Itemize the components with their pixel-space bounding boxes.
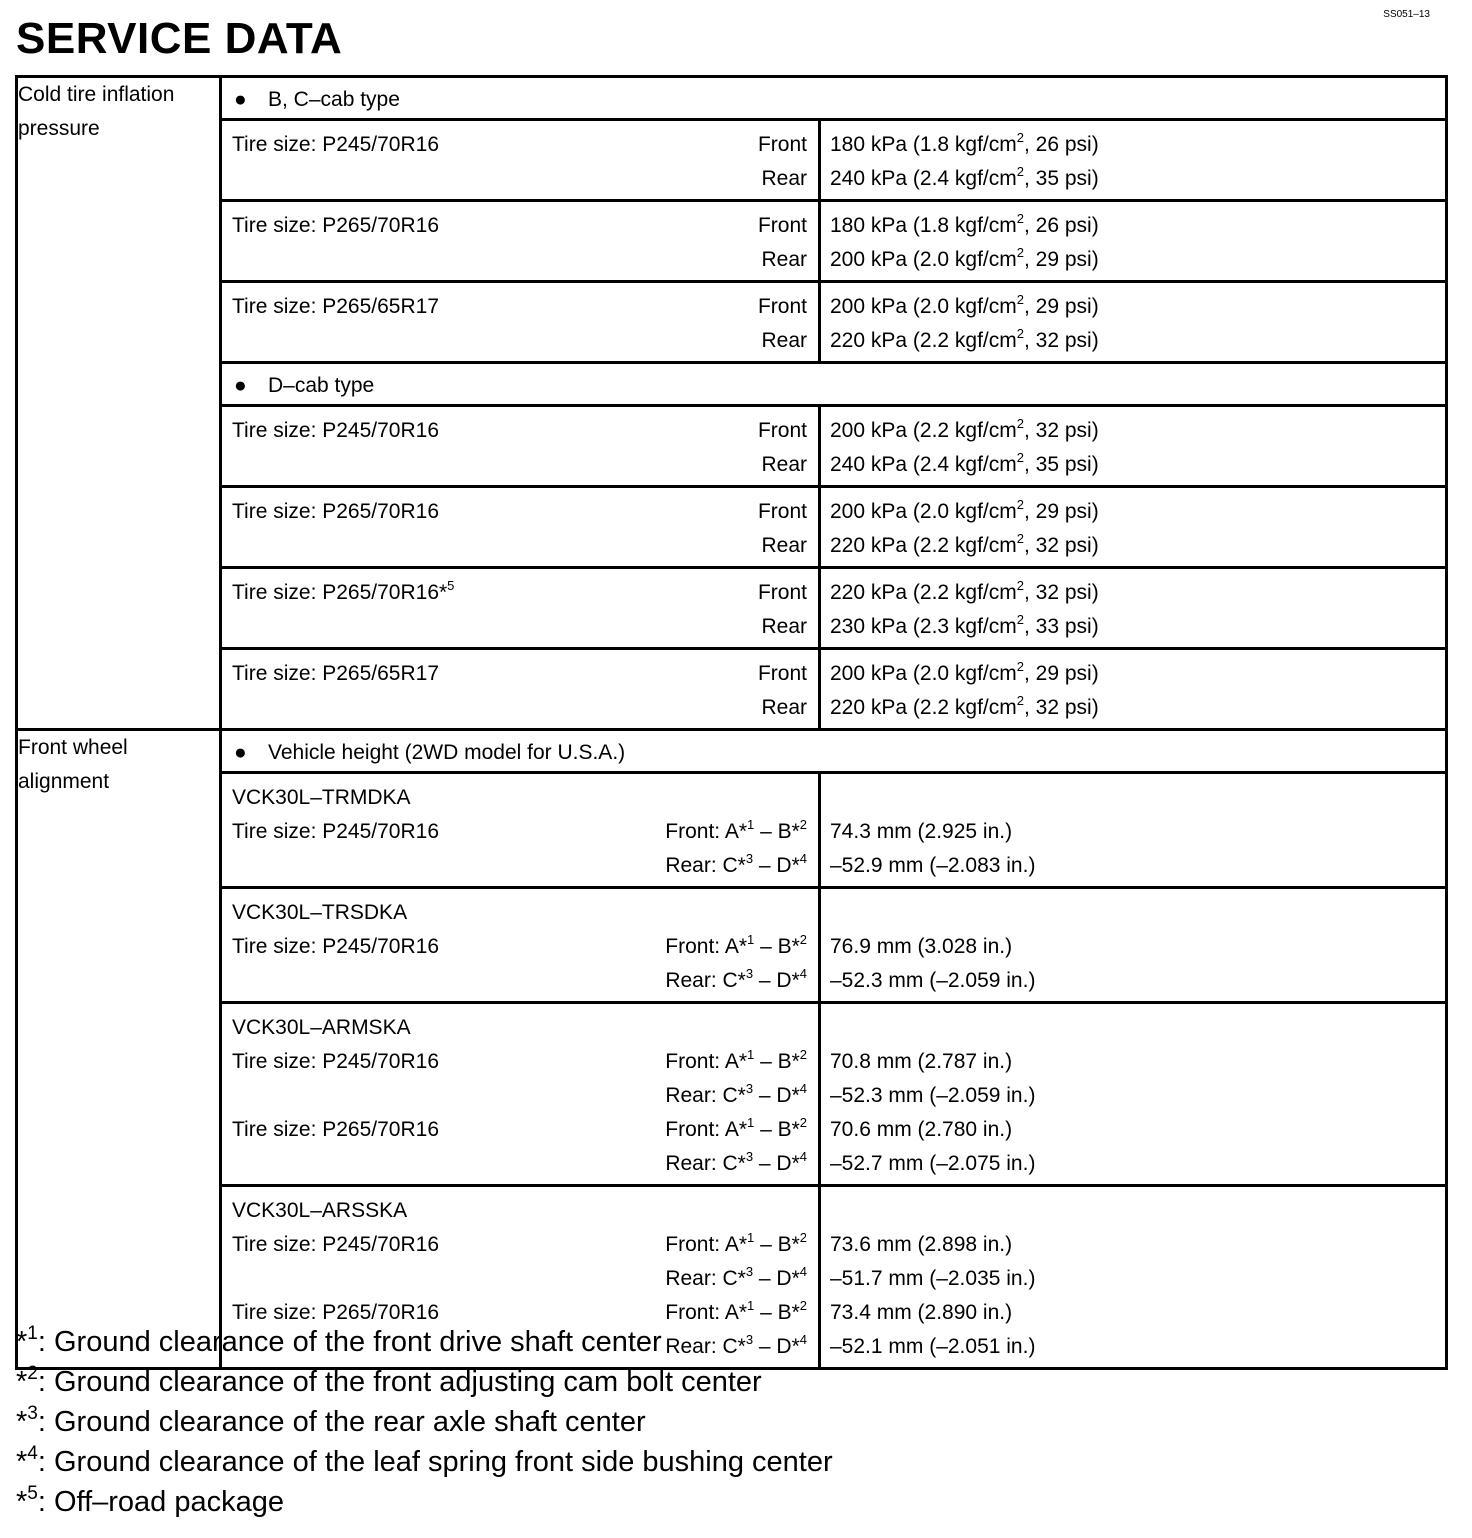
front-label: Front [757,419,807,442]
tire-size-cell [221,649,820,730]
footnote-ref: 3 [745,1332,754,1347]
footnote-text: : Ground clearance of the leaf spring front side bushing center [37,1446,833,1478]
footnote-ref: 5 [447,578,455,593]
rear-label: Rear [761,167,807,190]
d-cab-heading [221,363,1447,406]
height-cell [820,1186,1447,1369]
tire-size-cell [221,201,820,282]
pressure-cell [820,649,1447,730]
footnote-ref: 4 [799,851,807,866]
footnote-ref: 1 [747,817,755,832]
footnote-text: : Ground clearance of the front drive shaft center [37,1326,662,1358]
rear-height-value: –51.7 mm (–2.035 in.) [830,1267,1036,1290]
front-pressure-value: 220 kPa (2.2 kgf/cm [830,581,1017,604]
rear-pressure-value: 220 kPa (2.2 kgf/cm [830,534,1017,557]
label-part: Rear: C* [665,1335,746,1358]
rear-pressure-psi: , 29 psi) [1024,248,1099,271]
tire-size-label [232,657,439,691]
rear-pressure-value: 240 kPa (2.4 kgf/cm [830,167,1017,190]
unit-exponent: 2 [1016,578,1024,593]
rear-height-value: –52.3 mm (–2.059 in.) [830,969,1036,992]
footnote-number: 5 [27,1483,38,1504]
footnote-ref: 3 [745,851,754,866]
rear-pressure-psi: , 33 psi) [1024,615,1099,638]
pressure-cell [820,568,1447,649]
footnote [16,1482,833,1522]
footnote-ref: 3 [745,966,754,981]
model-row [17,773,1447,888]
tire-row [17,487,1447,568]
tire-size: Tire size: P265/70R16* [232,581,448,604]
unit-exponent: 2 [1016,416,1024,431]
tire-row [17,406,1447,487]
front-pressure-value: 200 kPa (2.0 kgf/cm [830,662,1017,685]
model-code: VCK30L–TRSDKA [232,901,408,924]
vehicle-height-heading [221,730,1447,773]
unit-exponent: 2 [1016,612,1024,627]
footnote-ref: 4 [799,1332,807,1347]
label-part: Rear: C* [665,854,746,877]
footnote-ref: 2 [799,932,807,947]
front-label [665,930,807,964]
front-pressure-psi: , 32 psi) [1024,419,1099,442]
footnote-ref: 2 [799,1047,807,1062]
footnote-text: : Ground clearance of the front adjusting cam bolt center [37,1366,762,1398]
bullet-icon: ● [234,741,247,764]
model-cell [221,888,820,1003]
tire-row [17,120,1447,201]
tire-size-label [232,209,439,243]
tire-size-label [232,290,439,324]
model-cell [221,1003,820,1186]
rear-pressure-value: 240 kPa (2.4 kgf/cm [830,453,1017,476]
tire-size-cell [221,487,820,568]
label-part: – D* [753,1084,800,1107]
category-line: alignment [18,770,110,793]
document-code: SS051–13 [1383,9,1430,20]
rear-height-value: –52.3 mm (–2.059 in.) [830,1084,1036,1107]
label-part: Rear: C* [665,1084,746,1107]
bc-cab-heading [221,77,1447,120]
tire-size-cell [221,120,820,201]
front-label [665,1228,807,1262]
footnote-ref: 1 [747,932,755,947]
label-part: Front: A* [665,1233,747,1256]
rear-pressure-psi: , 32 psi) [1024,534,1099,557]
tire-size: Tire size: P265/70R16 [232,500,439,523]
footnote-ref: 3 [745,1264,754,1279]
footnote-ref: 1 [747,1230,755,1245]
tire-size-cell [221,282,820,363]
footnote-ref: 4 [799,1149,807,1164]
label-part: – D* [753,854,800,877]
unit-exponent: 2 [1016,326,1024,341]
model-code: VCK30L–TRMDKA [232,786,411,809]
label-part: Front: A* [665,1050,747,1073]
label-part: Front: A* [665,820,747,843]
pressure-cell [820,487,1447,568]
unit-exponent: 2 [1016,659,1024,674]
footnotes [16,1322,833,1522]
tire-row [17,568,1447,649]
rear-pressure [821,243,1445,277]
bullet-icon: ● [234,88,247,111]
tire-size-label [232,576,454,610]
label-part: – D* [753,1152,800,1175]
section-heading: B, C–cab type [268,88,400,111]
label-part: Rear: C* [665,969,746,992]
rear-label: Rear [761,329,807,352]
footnote-number: 1 [27,1323,38,1344]
vehicle-height-heading-row [17,730,1447,773]
rear-label [665,849,807,883]
label-part: Rear: C* [665,1152,746,1175]
tire-size: Tire size: P265/65R17 [232,662,439,685]
front-label [665,1045,807,1079]
tire-size-cell [221,568,820,649]
front-pressure-psi: , 26 psi) [1024,214,1099,237]
pressure-cell [820,120,1447,201]
footnote-ref: 2 [799,817,807,832]
rear-height-value: –52.7 mm (–2.075 in.) [830,1152,1036,1175]
service-data-table [15,75,1448,1370]
front-pressure-value: 180 kPa (1.8 kgf/cm [830,214,1017,237]
unit-exponent: 2 [1016,211,1024,226]
tire-size-label [232,495,439,529]
rear-pressure [821,162,1445,196]
front-height-value: 70.8 mm (2.787 in.) [830,1050,1013,1073]
footnote-number: 4 [27,1443,38,1464]
front-height-value: 73.4 mm (2.890 in.) [830,1301,1013,1324]
footnote-text: : Off–road package [37,1486,285,1518]
rear-pressure-value: 220 kPa (2.2 kgf/cm [830,696,1017,719]
footnote-number: 2 [27,1363,38,1384]
front-height-value: 73.6 mm (2.898 in.) [830,1233,1013,1256]
footnote-ref: 1 [747,1115,755,1130]
pressure-cell [820,201,1447,282]
rear-pressure-value: 200 kPa (2.0 kgf/cm [830,248,1017,271]
model-row [17,888,1447,1003]
rear-pressure-value: 220 kPa (2.2 kgf/cm [830,329,1017,352]
front-pressure [821,576,1445,610]
footnote [16,1322,833,1362]
rear-pressure-psi: , 32 psi) [1024,696,1099,719]
footnote-mark: * [16,1406,28,1438]
unit-exponent: 2 [1016,450,1024,465]
unit-exponent: 2 [1016,164,1024,179]
rear-label [665,1079,807,1113]
unit-exponent: 2 [1016,245,1024,260]
section-heading: Vehicle height (2WD model for U.S.A.) [268,741,626,764]
label-part: – B* [754,1301,800,1324]
tire-size: Tire size: P265/70R16 [232,1118,439,1141]
front-label: Front [757,581,807,604]
front-label: Front [757,662,807,685]
footnote-ref: 2 [799,1298,807,1313]
rear-height-value: –52.9 mm (–2.083 in.) [830,854,1036,877]
rear-label: Rear [761,696,807,719]
model-row [17,1003,1447,1186]
rear-label: Rear [761,615,807,638]
rear-height-value: –52.1 mm (–2.051 in.) [830,1335,1036,1358]
unit-exponent: 2 [1016,531,1024,546]
label-part: – D* [753,1335,800,1358]
tire-size: Tire size: P245/70R16 [232,419,439,442]
category-line: Front wheel [18,736,128,759]
front-pressure-psi: , 29 psi) [1024,500,1099,523]
tire-size: Tire size: P265/70R16 [232,214,439,237]
front-pressure-value: 200 kPa (2.0 kgf/cm [830,295,1017,318]
rear-pressure-psi: , 32 psi) [1024,329,1099,352]
tire-size: Tire size: P265/65R17 [232,295,439,318]
rear-pressure [821,324,1445,358]
height-cell [820,888,1447,1003]
rear-label: Rear [761,534,807,557]
rear-pressure [821,529,1445,563]
footnote-ref: 2 [799,1115,807,1130]
label-part: – B* [754,1050,800,1073]
tire-size: Tire size: P245/70R16 [232,820,439,843]
bc-cab-heading-row [17,77,1447,120]
front-pressure [821,209,1445,243]
footnote-mark: * [16,1366,28,1398]
front-pressure-value: 200 kPa (2.0 kgf/cm [830,500,1017,523]
footnote-mark: * [16,1326,28,1358]
category-line: Cold tire inflation [18,83,175,106]
unit-exponent: 2 [1016,292,1024,307]
unit-exponent: 2 [1016,693,1024,708]
unit-exponent: 2 [1016,497,1024,512]
tire-size: Tire size: P245/70R16 [232,1050,439,1073]
section-heading: D–cab type [268,374,375,397]
category-front-wheel-alignment [17,730,221,1369]
pressure-cell [820,282,1447,363]
rear-pressure [821,448,1445,482]
footnote-mark: * [16,1486,28,1518]
bullet-icon: ● [234,374,247,397]
rear-label: Rear [761,453,807,476]
front-label: Front [757,214,807,237]
front-height-value: 70.6 mm (2.780 in.) [830,1118,1013,1141]
tire-size-cell [221,406,820,487]
label-part: Rear: C* [665,1267,746,1290]
tire-row [17,282,1447,363]
label-part: Front: A* [665,935,747,958]
footnote-ref: 3 [745,1081,754,1096]
page-title: SERVICE DATA [16,14,343,63]
rear-label: Rear [761,248,807,271]
tire-size: Tire size: P245/70R16 [232,133,439,156]
front-pressure-psi: , 32 psi) [1024,581,1099,604]
label-part: – D* [753,1267,800,1290]
footnote-mark: * [16,1446,28,1478]
category-line: pressure [18,117,100,140]
footnote-ref: 1 [747,1047,755,1062]
tire-size: Tire size: P245/70R16 [232,935,439,958]
pressure-cell [820,406,1447,487]
footnote-ref: 4 [799,966,807,981]
tire-size-label [232,414,439,448]
model-cell [221,773,820,888]
label-part: – B* [754,820,800,843]
front-pressure [821,657,1445,691]
label-part: Front: A* [665,1301,747,1324]
tire-size: Tire size: P265/70R16 [232,1301,439,1324]
footnote [16,1442,833,1482]
tire-row [17,201,1447,282]
front-pressure-psi: , 29 psi) [1024,662,1099,685]
front-label: Front [757,295,807,318]
footnote-ref: 4 [799,1081,807,1096]
rear-label [665,1147,807,1181]
footnote-text: : Ground clearance of the rear axle shaft center [37,1406,646,1438]
label-part: – B* [754,1233,800,1256]
rear-pressure-psi: , 35 psi) [1024,167,1099,190]
tire-size-label [232,128,439,162]
footnote [16,1402,833,1442]
rear-label [665,1262,807,1296]
front-label [665,815,807,849]
model-code: VCK30L–ARMSKA [232,1016,411,1039]
label-part: – B* [754,935,800,958]
front-pressure-value: 200 kPa (2.2 kgf/cm [830,419,1017,442]
category-cold-tire-inflation [17,77,221,730]
front-label: Front [757,500,807,523]
label-part: – D* [753,969,800,992]
tire-row [17,649,1447,730]
rear-label [665,964,807,998]
footnote-ref: 1 [747,1298,755,1313]
label-part: Front: A* [665,1118,747,1141]
front-pressure-psi: , 26 psi) [1024,133,1099,156]
front-pressure-value: 180 kPa (1.8 kgf/cm [830,133,1017,156]
rear-pressure [821,691,1445,725]
height-cell [820,1003,1447,1186]
unit-exponent: 2 [1016,130,1024,145]
front-pressure-psi: , 29 psi) [1024,295,1099,318]
footnote-number: 3 [27,1403,38,1424]
front-height-value: 74.3 mm (2.925 in.) [830,820,1013,843]
footnote-ref: 4 [799,1264,807,1279]
d-cab-heading-row [17,363,1447,406]
rear-pressure [821,610,1445,644]
rear-pressure-value: 230 kPa (2.3 kgf/cm [830,615,1017,638]
tire-size: Tire size: P245/70R16 [232,1233,439,1256]
front-label: Front [757,133,807,156]
label-part: – B* [754,1118,800,1141]
rear-pressure-psi: , 35 psi) [1024,453,1099,476]
front-pressure [821,495,1445,529]
front-pressure [821,290,1445,324]
footnote-ref: 3 [745,1149,754,1164]
footnote [16,1362,833,1402]
height-cell [820,773,1447,888]
front-pressure [821,414,1445,448]
model-code: VCK30L–ARSSKA [232,1199,408,1222]
front-height-value: 76.9 mm (3.028 in.) [830,935,1013,958]
front-label [665,1113,807,1147]
footnote-ref: 2 [799,1230,807,1245]
front-pressure [821,128,1445,162]
